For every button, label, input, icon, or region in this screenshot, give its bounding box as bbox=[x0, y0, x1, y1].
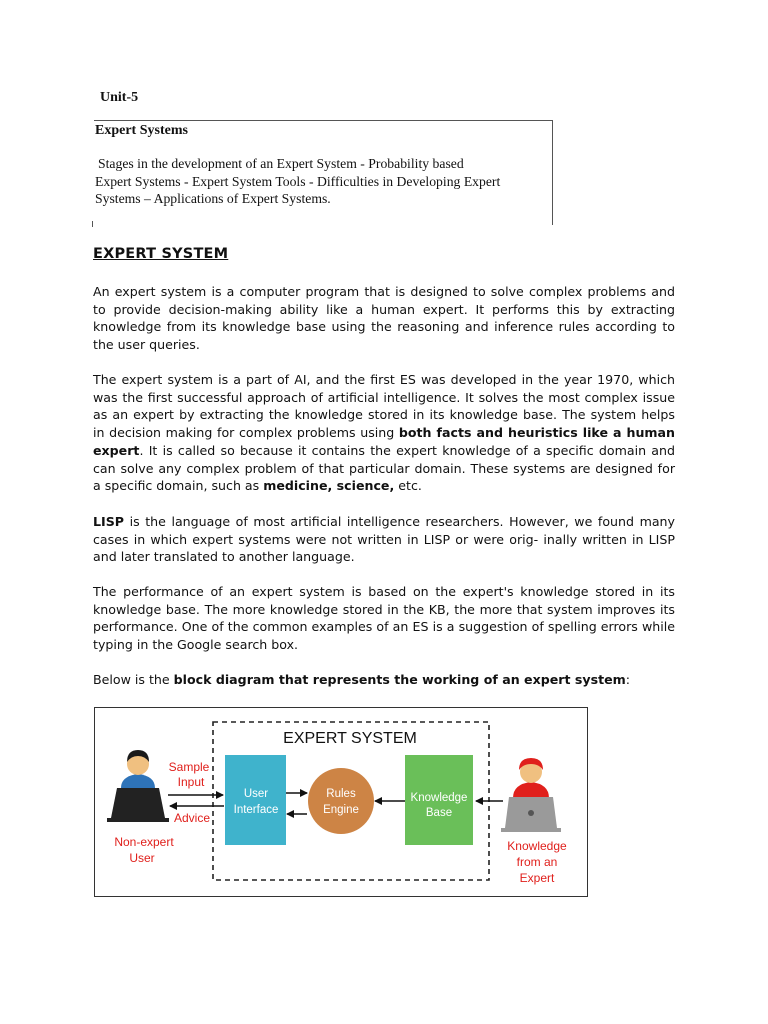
text-run: Below is the bbox=[93, 672, 174, 687]
expert-label: from an bbox=[516, 855, 558, 869]
text-run: etc. bbox=[394, 478, 422, 494]
expert-icon bbox=[501, 758, 561, 832]
user-interface-label: Interface bbox=[233, 804, 279, 816]
paragraph-lisp bbox=[93, 513, 675, 566]
rules-engine-label: Rules bbox=[326, 788, 356, 800]
sample-input-label: Sample bbox=[168, 760, 210, 774]
non-expert-label: Non-expert bbox=[114, 835, 174, 849]
expert-system-diagram bbox=[94, 707, 588, 897]
knowledge-base-label: Base bbox=[425, 807, 453, 819]
unit-label: Unit-5 bbox=[100, 90, 139, 105]
syllabus-title: Expert Systems bbox=[95, 123, 188, 138]
syllabus-line: Systems – Applications of Expert Systems. bbox=[95, 191, 331, 206]
sample-input-label: Input bbox=[177, 775, 205, 789]
bold-text: block diagram that represents the working of an expert system bbox=[173, 672, 626, 687]
bold-text: medicine, science, bbox=[263, 478, 395, 494]
paragraph-history bbox=[93, 371, 675, 495]
text-run: : bbox=[625, 672, 631, 687]
syllabus-text bbox=[95, 155, 550, 208]
text-run: is the language of most artificial intelligence researchers. However, we found many cases in which expert systems were not written in LISP or were orig- inally written in LISP and later translated to another language. bbox=[93, 514, 675, 565]
syllabus-box bbox=[94, 120, 553, 225]
bold-text: LISP bbox=[93, 514, 125, 529]
text-run: The expert system is a part of AI, and the first ES was developed in the year 1970, which was the first successful approach of artificial intelligence. It solves the most complex issue as an expert by extracting the knowledge stored in its knowledge base. The system helps in decision making for complex problems using bbox=[93, 372, 675, 441]
user-interface-box bbox=[225, 755, 286, 845]
user-interface-label: User bbox=[243, 788, 269, 800]
diagram-canvas bbox=[95, 708, 587, 896]
non-expert-user-icon bbox=[107, 750, 169, 822]
box-corner-mark bbox=[92, 221, 93, 227]
text-run: . It is called so because it contains the expert knowledge of a specific domain and can solve any complex problem of that particular domain. These systems are designed for a specific domain, such as bbox=[93, 442, 675, 494]
section-heading: EXPERT SYSTEM bbox=[93, 246, 229, 262]
rules-engine-label: Engine bbox=[323, 804, 359, 816]
bold-text: both facts and heuristics like a human expert bbox=[93, 425, 676, 458]
knowledge-base-label: Knowledge bbox=[410, 792, 468, 804]
non-expert-label: User bbox=[129, 851, 155, 865]
expert-label: Expert bbox=[519, 871, 555, 885]
rules-engine-circle bbox=[308, 768, 374, 834]
advice-label: Advice bbox=[173, 811, 211, 825]
syllabus-line: Expert Systems - Expert System Tools - Difficulties in Developing Expert bbox=[95, 173, 501, 189]
paragraph-definition: An expert system is a computer program that is designed to solve complex problems and to provide decision-making ability like a human expert. It performs this by extracting knowledge from its knowledge base using the reasoning and inference rules according to the user queries. bbox=[93, 284, 675, 353]
paragraph-diagram-intro bbox=[93, 671, 675, 689]
diagram-title: EXPERT SYSTEM bbox=[283, 730, 417, 747]
expert-label: Knowledge bbox=[507, 839, 567, 853]
paragraph-performance: The performance of an expert system is based on the expert's knowledge stored in its knowledge base. The more knowledge stored in the KB, the more that system improves its performance. One of the common examples of an ES is a suggestion of spelling errors while typing in the Google search box. bbox=[93, 584, 675, 653]
syllabus-line: Stages in the development of an Expert System - Probability based bbox=[98, 156, 464, 171]
